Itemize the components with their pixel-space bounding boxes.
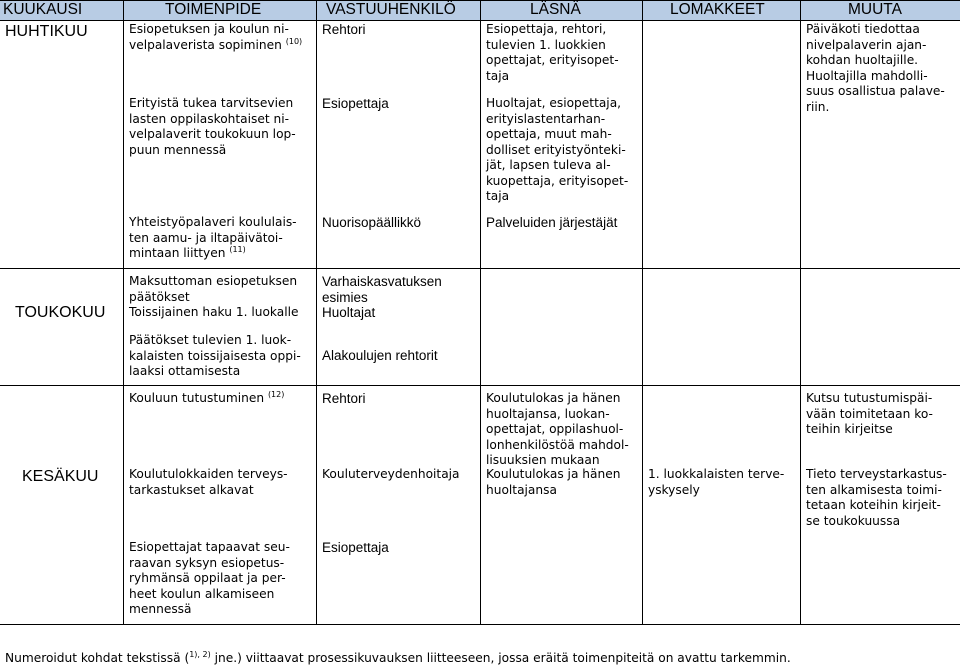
- month-huhtikuu: HUHTIKUU: [5, 23, 88, 40]
- header-lomakkeet: LOMAKKEET: [670, 1, 765, 18]
- huhtikuu-r1-lasna: Esiopettaja, rehtori, tulevien 1. luokkien opettajat, erityisopet- taja: [486, 22, 619, 83]
- footnote-sup: 1), 2): [189, 650, 211, 659]
- kesakuu-r1-lasna: Koulutulokas ja hänen huoltajansa, luokan- opettajat, oppilashuol- lonhenkilöstöä mahdol- lisuuksien mukaan: [486, 391, 629, 467]
- huhtikuu-r1-toimenpide: Esiopetuksen ja koulun ni- velpalaverista sopiminen $^{(10)}$: [129, 22, 303, 52]
- huhtikuu-r2-lasna: Huoltajat, esiopettaja, erityislastentarhan- opettaja, muut mah- dolliset erityistyönteki- jät, lapsen tuleva al- kuopettaja, erityisopet- taja: [486, 96, 629, 203]
- reference-number: (10): [285, 36, 303, 46]
- header-vastuuhenkilo: VASTUUHENKILÖ: [326, 1, 456, 18]
- kesakuu-r2-vastuu: Kouluterveydenhoitaja: [322, 467, 460, 481]
- kesakuu-r2-muuta: Tieto terveystarkastus- ten alkamisesta toimi- tetaan koteihin kirjeit- se toukokuussa: [806, 467, 947, 528]
- col-divider-4: [642, 0, 643, 625]
- col-divider-5: [800, 0, 801, 625]
- toukokuu-r1-toimenpide: Maksuttoman esiopetuksen päätökset Toissijainen haku 1. luokalle: [129, 274, 299, 319]
- header-lasna: LÄSNÄ: [530, 1, 581, 18]
- huhtikuu-r1-muuta: Päiväkoti tiedottaa nivelpalaverin ajan- kohdan huoltajille. Huoltajilla mahdolli- suus osallistua palave- riin.: [806, 22, 945, 114]
- month-kesakuu: KESÄKUU: [22, 468, 99, 485]
- month-toukokuu: TOUKOKUU: [15, 304, 106, 321]
- col-divider-1: [123, 0, 124, 625]
- toukokuu-r1-vastuu: Varhaiskasvatuksen esimies Huoltajat: [322, 274, 442, 320]
- huhtikuu-r3-vastuu: Nuorisopäällikkö: [322, 215, 422, 230]
- toukokuu-r2-vastuu: Alakoulujen rehtorit: [322, 348, 438, 363]
- kesakuu-r2-lasna: Koulutulokas ja hänen huoltajansa: [486, 467, 621, 497]
- huhtikuu-r2-vastuu: Esiopettaja: [322, 96, 389, 111]
- reference-number: (11): [229, 245, 246, 254]
- kesakuu-r2-lomakkeet: 1. luokkalaisten terve- yskysely: [648, 467, 785, 497]
- reference-number: (12): [267, 390, 285, 399]
- kesakuu-r1-muuta: Kutsu tutustumispäi- vään toimitetaan ko- teihin kirjeitse: [806, 391, 933, 436]
- huhtikuu-r2-toimenpide: Erityistä tukea tarvitsevien lasten oppilaskohtaiset ni- velpalaverit toukokuun lop- puun mennessä: [129, 96, 296, 157]
- header-toimenpide: TOIMENPIDE: [165, 1, 262, 18]
- huhtikuu-r3-toimenpide: Yhteistyöpalaveri koululais- ten aamu- ja iltapäivätoi- mintaan liittyen $^{(11)}$: [129, 215, 297, 260]
- kesakuu-r3-vastuu: Esiopettaja: [322, 540, 389, 555]
- kesakuu-r1-toimenpide: Kouluun tutustuminen $^{(12)}$: [129, 390, 285, 405]
- header-muuta: MUUTA: [848, 1, 902, 18]
- col-divider-2: [316, 0, 317, 625]
- col-divider-3: [480, 0, 481, 625]
- header-kuukausi: KUUKAUSI: [3, 1, 83, 18]
- kesakuu-r1-vastuu: Rehtori: [322, 391, 366, 406]
- footnote: Numeroidut kohdat tekstissä ($^{1), 2)}$ jne.) viittaavat prosessikuvauksen liitteeseen, jossa eräitä toimenpiteitä on avattu tarkemmin.: [5, 650, 791, 665]
- kesakuu-r2-toimenpide: Koulutulokkaiden terveys- tarkastukset alkavat: [129, 467, 288, 497]
- huhtikuu-r3-lasna: Palveluiden järjestäjät: [486, 215, 618, 230]
- kesakuu-r3-toimenpide: Esiopettajat tapaavat seu- raavan syksyn esiopetus- ryhmänsä oppilaat ja per- heet koulun alkamiseen mennessä: [129, 540, 290, 616]
- toukokuu-r2-toimenpide: Päätökset tulevien 1. luok- kalaisten toissijaisesta oppi- laaksi ottamisesta: [129, 333, 301, 378]
- huhtikuu-r1-vastuu: Rehtori: [322, 22, 366, 37]
